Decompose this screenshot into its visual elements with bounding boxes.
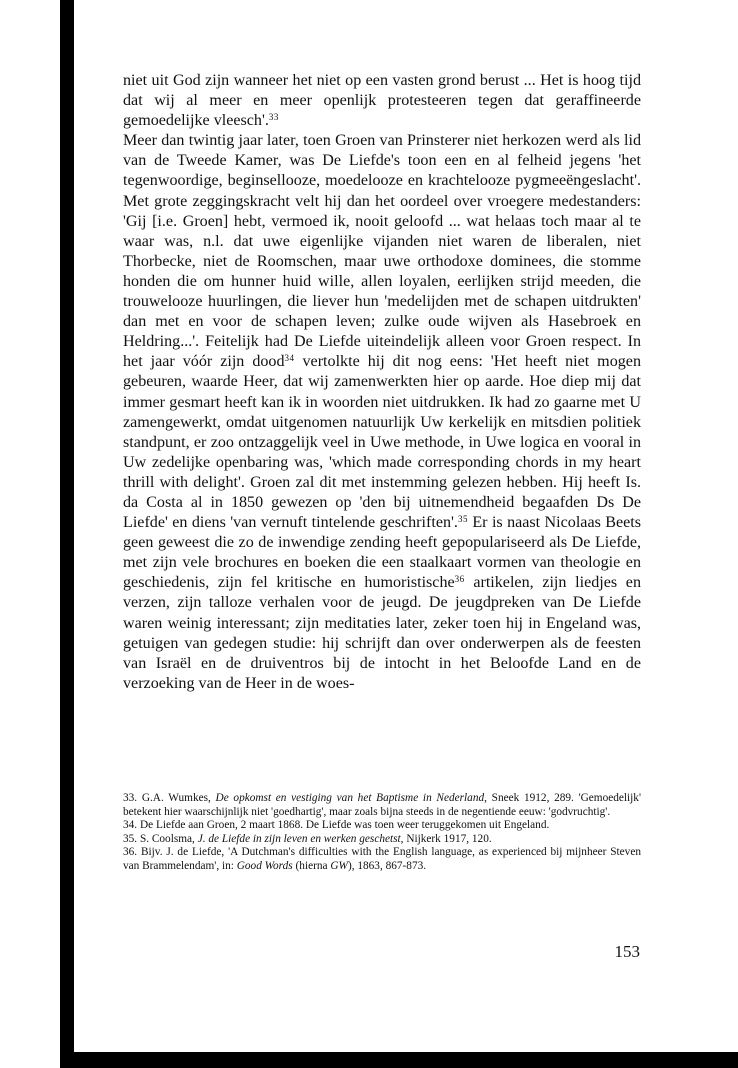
- footnote-ref-35[interactable]: 35: [457, 514, 468, 525]
- footnote-35: 35. S. Coolsma, J. de Liefde in zijn leven en werken geschetst, Nijkerk 1917, 120.: [123, 832, 492, 845]
- scan-border-bottom: [60, 1052, 738, 1068]
- paragraph-1: niet uit God zijn wanneer het niet op een vasten grond berust ... Het is hoog tijd dat wij al meer en meer openlijk protesteeren tegen dat geraffineerde gemoedelijke vleesch'.$^{33}$: [123, 72, 641, 130]
- scan-border-left: [60, 0, 74, 1068]
- footnote-36: 36. Bijv. J. de Liefde, 'A Dutchman's difficulties with the English language, as experienced bij mijnheer Steven van Brammelendam', in: Good Words (hierna GW), 1863, 867-873.: [123, 846, 641, 872]
- footnote-34: 34. De Liefde aan Groen, 2 maart 1868. De Liefde was toen weer teruggekomen uit Engeland.: [123, 819, 550, 832]
- footnotes: [123, 792, 641, 874]
- footnote-ref-34[interactable]: 34: [284, 353, 295, 364]
- footnote-ref-33[interactable]: 33: [268, 112, 279, 123]
- body-text: [123, 71, 641, 694]
- footnote-33: 33. G.A. Wumkes, De opkomst en vestiging van het Baptisme in Nederland, Sneek 1912, 289. 'Gemoedelijk' betekent hier waarschijnlijk niet 'goedhartig', maar zoals bijna steeds in de negentiende eeuw: 'godvruchtig'.: [123, 792, 641, 818]
- paragraph-2: Meer dan twintig jaar later, toen Groen van Prinsterer niet herkozen werd als lid van de Tweede Kamer, was De Liefde's toon een en al felheid jegens 'het tegenwoordige, beginsellooze, moedelooze en krachtelooze pygmeeëngeslacht'. Met grote zeggingskracht velt hij dan het oordeel over vroegere medestanders: 'Gij [i.e. Groen] hebt, vermoed ik, nooit geloofd ... wat helaas toch maar al te waar was, n.l. dat uwe eigenlijke vijanden niet waren de liberalen, niet Thorbecke, niet de Roomschen, maar uwe orthodoxe dominees, die stomme honden die om hunner huid wille, allen loyalen, eerlijken strijd meeden, die trouwelooze huurlingen, die liever hun 'medelijden met de schapen uitdrukten' dan met en voor de schapen leven; zulke oude wijven als Hasebroek en Heldring...'. Feitelijk had De Liefde uiteindelijk alleen voor Groen respect. In het jaar vóór zijn dood$^{34}$ vertolkte hij dit nog eens: 'Het heeft niet mogen gebeuren, waarde Heer, dat wij zamenwerkten hier op aarde. Hoe diep mij dat immer gesmart heeft kan ik in woorden niet uitdrukken. Ik had zo gaarne met U zamengewerkt, omdat uitgenomen natuurlijk Uw kerkelijk en mitsdien politiek standpunt, er zoo ontzaggelijk veel in Uwe methode, in Uwe logica en vooral in Uw zedelijke openbaring was, 'which made corresponding chords in my heart thrill with delight'. Groen zal dit met instemming gelezen hebben. Hij heeft Is. da Costa al in 1850 gewezen op 'den bij uitnemendheid begaafden Ds De Liefde' en diens 'van vernuft tintelende geschriften'.$^{35}$ Er is naast Nicolaas Beets geen geweest die zo de inwendige zending heeft gepopulariseerd als De Liefde, met zijn vele brochures en boeken die een staalkaart vormen van theologie en geschiedenis, zijn fel kritische en humoristische$^{36}$ artikelen, zijn liedjes en verzen, zijn talloze verhalen voor de jeugd. De jeugdpreken van De Liefde waren weinig interessant; zijn meditaties later, zeker toen hij in Engeland was, getuigen van gedegen studie: hij schrijft dan over onderwerpen als de feesten van Israël en de druiventros bij de intocht in het Beloofde Land en de verzoeking van de Heer in de woes-: [123, 132, 642, 692]
- page-number: 153: [614, 942, 640, 961]
- footnote-ref-36[interactable]: 36: [454, 574, 465, 585]
